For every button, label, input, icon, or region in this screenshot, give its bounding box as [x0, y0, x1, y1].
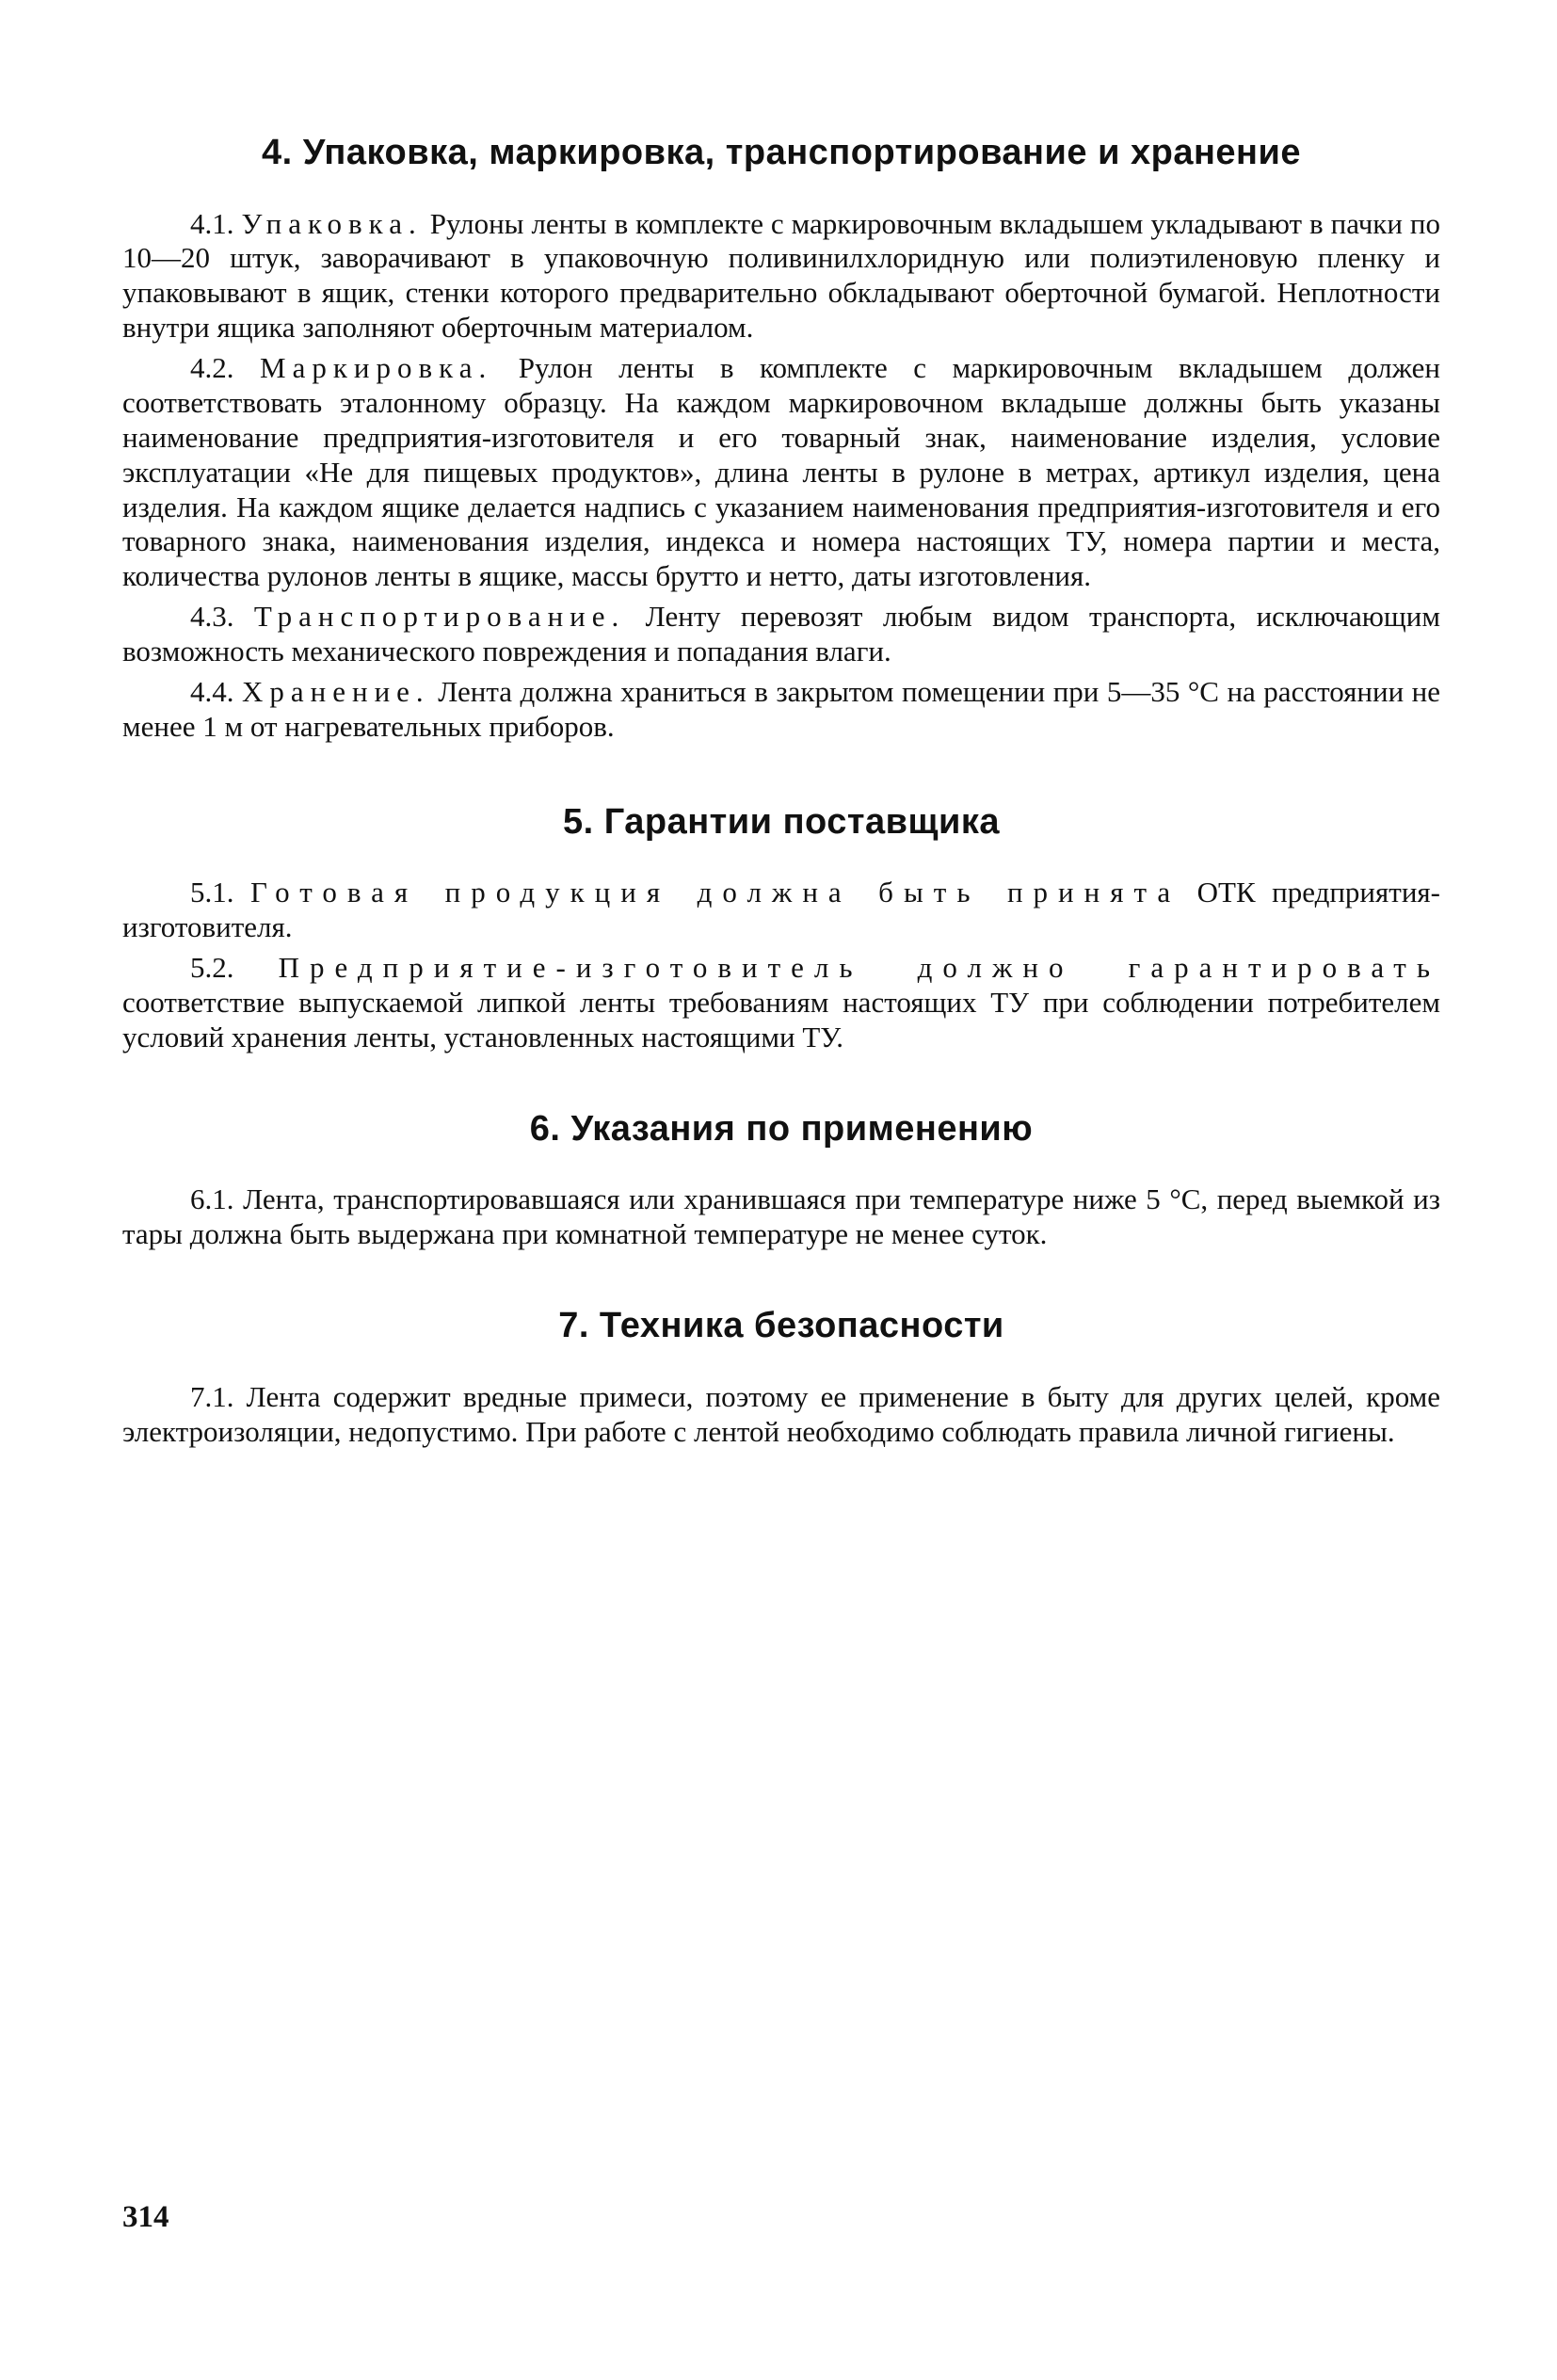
paragraph [122, 1380, 1440, 1450]
section-usage-instructions [122, 1108, 1440, 1252]
paragraph [122, 351, 1440, 594]
paragraph-text: Лента, транспортировавшаяся или хранившаяся при температуре ниже 5 °С, перед выемкой из тары должна быть выдержана при комнатной температуре не менее суток. [122, 1182, 1441, 1251]
paragraph-term: Хранение. [242, 674, 430, 708]
paragraph-number: 4.1. [190, 206, 234, 240]
paragraph-text: Лента должна храниться в закрытом помещении при 5—35 °С на расстоянии не менее 1 м от нагревательных приборов. [122, 674, 1441, 743]
paragraph [122, 207, 1440, 346]
paragraph-term: Готовая продукция должна быть принята [249, 876, 1181, 909]
section-title: 5. Гарантии поставщика [562, 801, 1001, 842]
paragraph [122, 951, 1440, 1055]
paragraph-term: Упаковка. [241, 206, 423, 240]
paragraph-text: Рулон ленты в комплекте с маркировочным вкладышем должен соответствовать эталонному образцу. На каждом маркировочном вкладыше должны быть указаны наименование предприятия-изготовителя и его товарный знак, наименование изделия, условие эксплуатации «Не для пищевых продуктов», длина ленты в рулоне в метрах, артикул изделия, цена изделия. На каждом ящике делается надпись с указанием наименования предприятия-изготовителя и его товарного знака, наименования изделия, индекса и номера настоящих ТУ, номера партии и места, количества рулонов ленты в ящике, массы брутто и нетто, даты изготовления. [122, 351, 1441, 593]
section-title: 6. Указания по применению [529, 1108, 1034, 1149]
paragraph-text: Лента содержит вредные примеси, поэтому ее применение в быту для других целей, кроме электроизоляции, недопустимо. При работе с лентой необходимо соблюдать правила личной гигиены. [122, 1379, 1440, 1448]
paragraph-number: 5.1. [190, 876, 234, 909]
section-packaging [122, 132, 1440, 745]
paragraph-number: 4.3. [190, 600, 234, 634]
section-safety [122, 1305, 1440, 1449]
paragraph-term: Предприятие-изготовитель должно гарантировать [278, 951, 1440, 985]
paragraph [122, 1182, 1440, 1252]
paragraph-term: Маркировка. [260, 351, 493, 385]
page-number: 314 [122, 2200, 169, 2234]
paragraph-number: 5.2. [190, 951, 234, 985]
paragraph-text: соответствие выпускаемой липкой ленты требованиям настоящих ТУ при соблюдении потребителем условий хранения ленты, установленных настоящими ТУ. [122, 985, 1440, 1053]
paragraph-number: 6.1. [190, 1182, 234, 1216]
paragraph-text: Рулоны ленты в комплекте с маркировочным вкладышем укладывают в пачки по 10—20 штук, заворачивают в упаковочную поливинилхлоридную или полиэтиленовую пленку и упаковывают в ящик, стенки которого предварительно обкладывают оберточной бумагой. Неплотности внутри ящика заполняют оберточным материалом. [122, 206, 1440, 345]
paragraph-number: 4.2. [190, 351, 234, 385]
paragraph-term: Транспортирование. [253, 600, 626, 634]
paragraph-number: 4.4. [190, 674, 234, 708]
paragraph [122, 876, 1440, 945]
section-supplier-guarantees [122, 801, 1440, 1055]
paragraph-number: 7.1. [190, 1379, 234, 1413]
paragraph-text: ОТК предприятия-изготовителя. [122, 876, 1440, 944]
document-page [122, 132, 1440, 1504]
paragraph-text: Ленту перевозят любым видом транспорта, исключающим возможность механического повреждения и попадания влаги. [122, 600, 1441, 668]
section-title: 4. Упаковка, маркировка, транспортирование и хранение [261, 133, 1301, 172]
paragraph [122, 600, 1440, 669]
paragraph [122, 675, 1440, 745]
section-title: 7. Техника безопасности [558, 1306, 1004, 1346]
